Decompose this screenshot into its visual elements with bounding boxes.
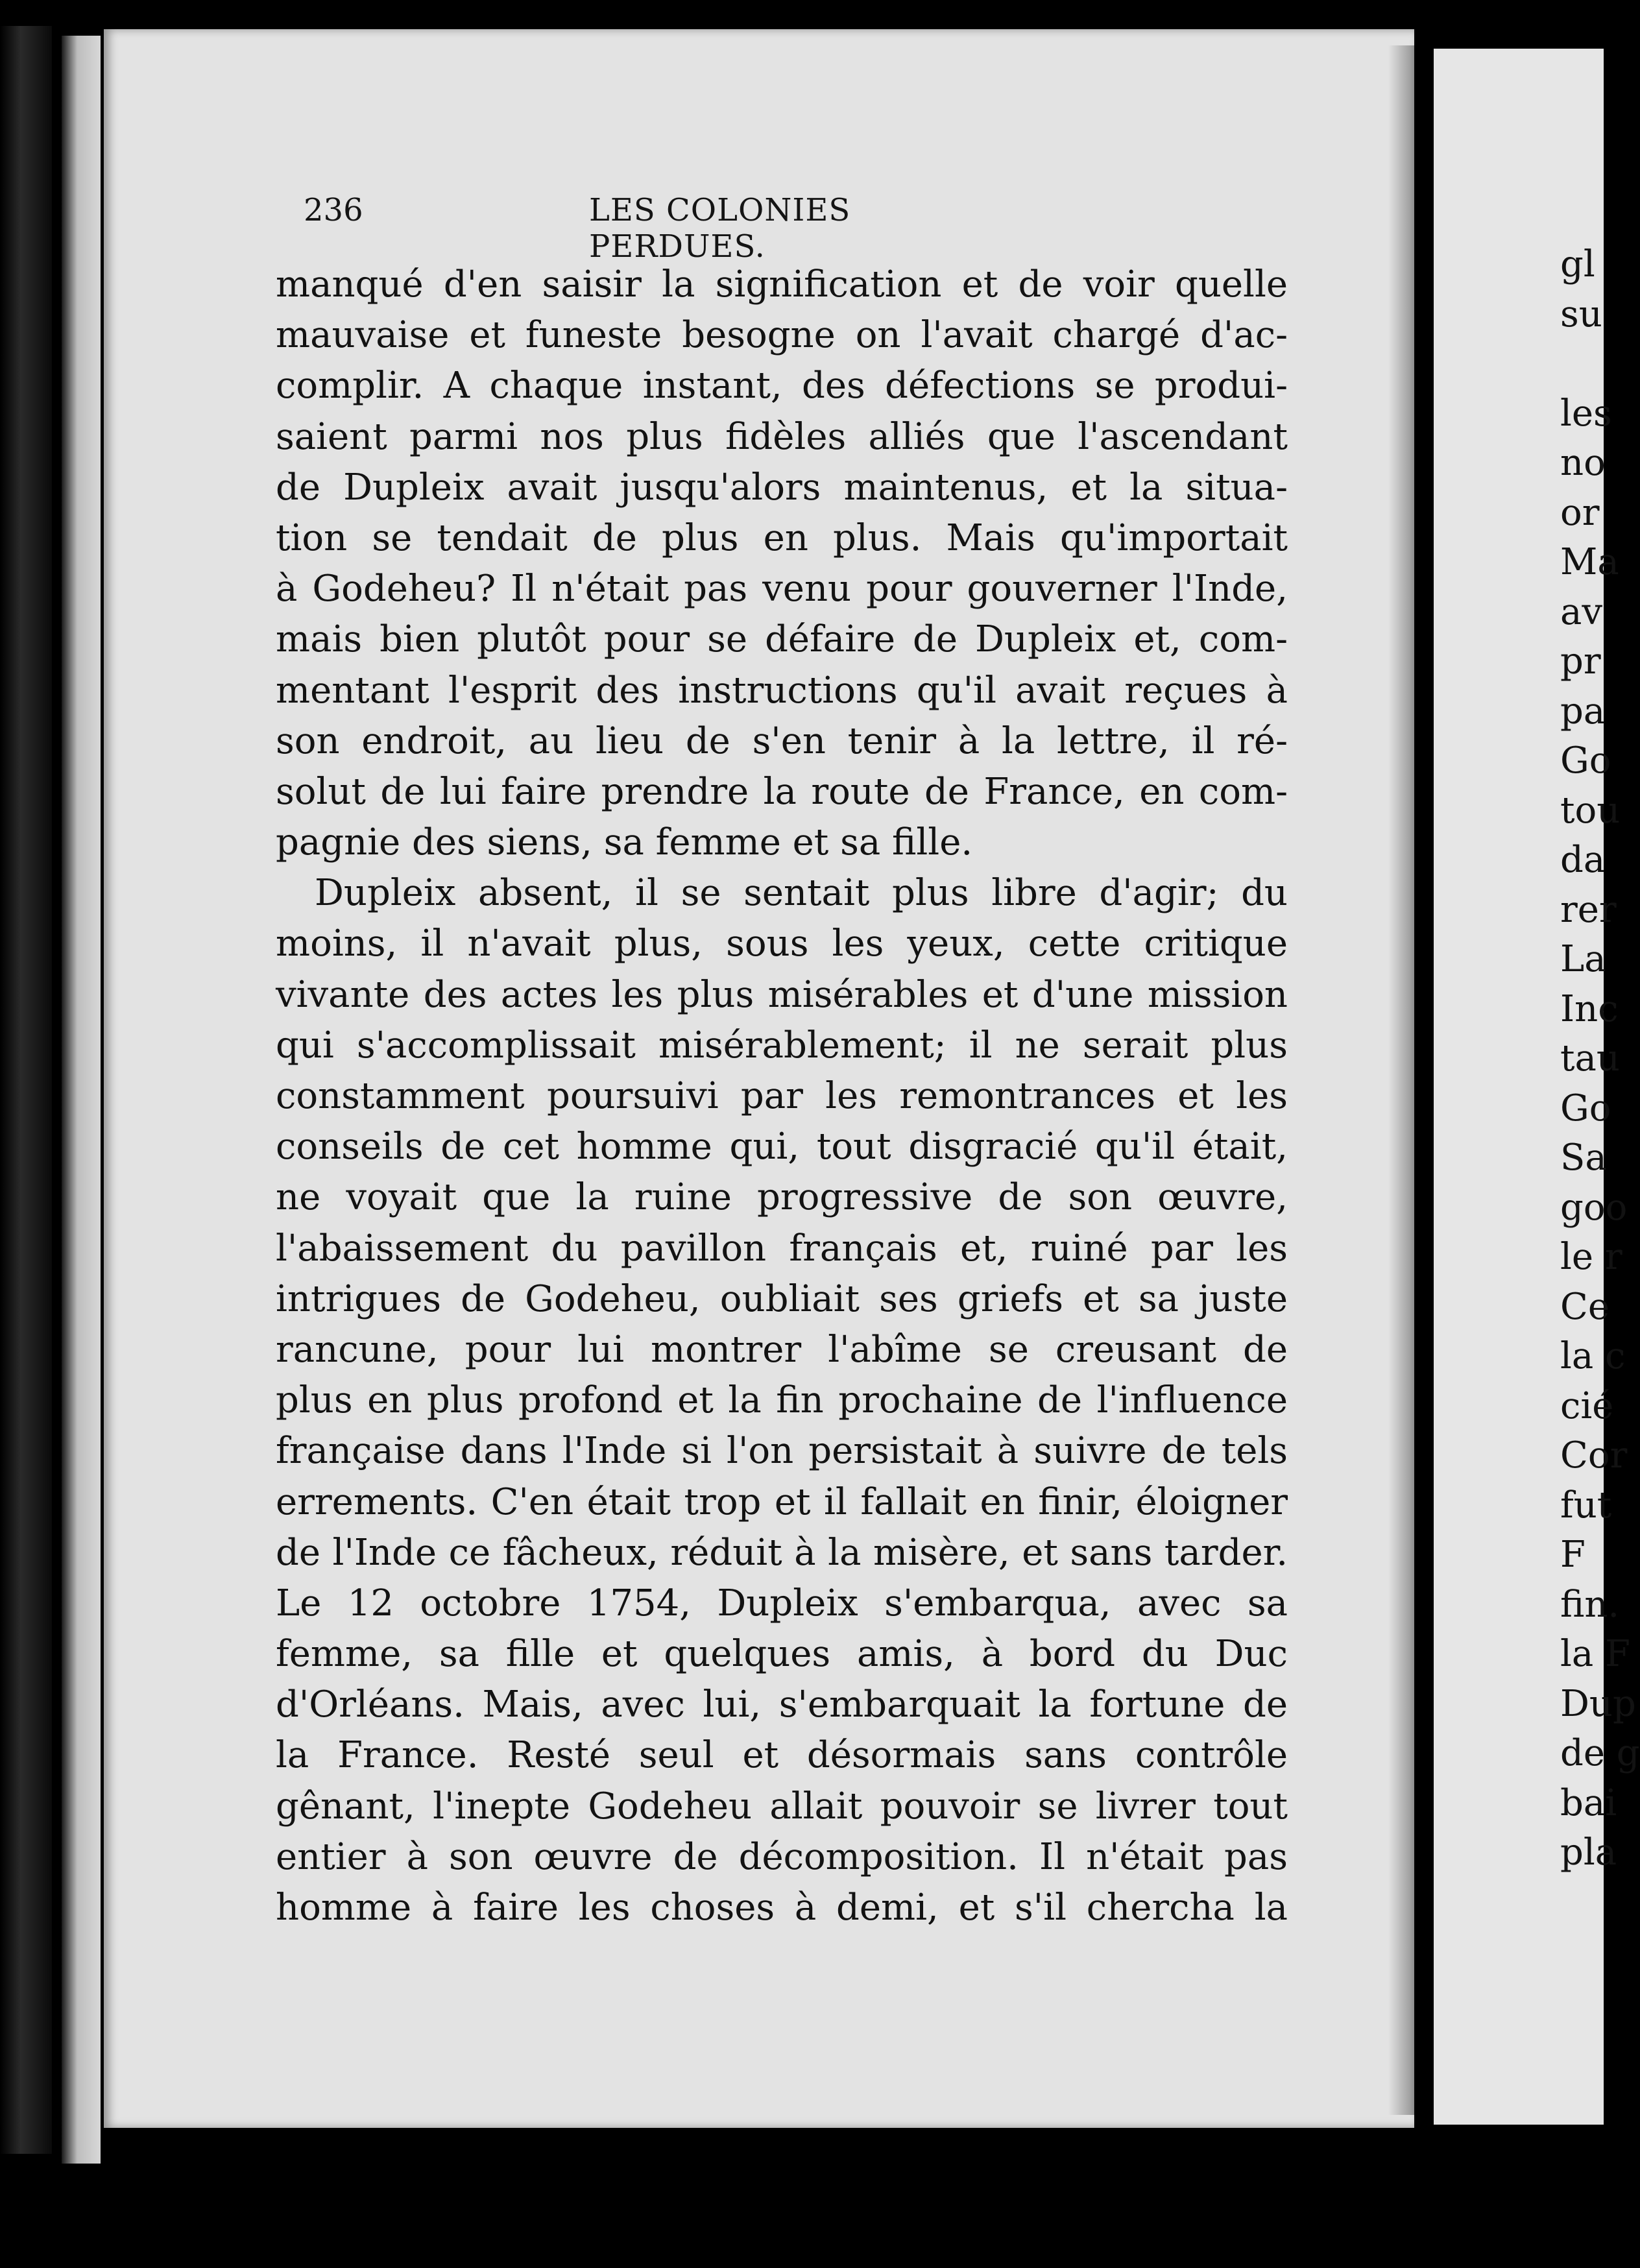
facing-page-line: gl [1560,243,1595,285]
text-line: ne voyait que la ruine progressive de son œuvre, [276,1176,1288,1219]
running-head [304,192,1017,265]
text-line: vivante des actes les plus misérables et d'une mission [276,973,1288,1016]
text-line: Le 12 octobre 1754, Dupleix s'embarqua, avec sa [276,1582,1288,1624]
text-line: homme à faire les choses à demi, et s'il chercha la [276,1887,1288,1929]
facing-page-line: la c [1560,1335,1626,1377]
facing-page-line: Ce [1560,1285,1610,1328]
text-line: de l'Inde ce fâcheux, réduit à la misère, et sans tarder. [276,1531,1288,1574]
text-line: pagnie des siens, sa femme et sa fille. [276,821,973,864]
facing-page-line: Dup [1560,1682,1636,1725]
facing-page-line: F [1560,1534,1586,1576]
facing-page-line: or [1560,491,1600,534]
text-line: tion se tendait de plus en plus. Mais qu'importait [276,516,1288,559]
facing-page-line: le r [1560,1236,1622,1278]
text-line: intrigues de Godeheu, oubliait ses griefs et sa juste [276,1277,1288,1320]
facing-page-line: rer [1560,888,1617,931]
text-line: de Dupleix avait jusqu'alors maintenus, et la situa- [276,466,1288,509]
text-line: mais bien plutôt pour se défaire de Dupleix et, com- [276,618,1288,661]
page-gutter-shadow [1388,45,1414,2115]
facing-page-line: Go [1560,740,1611,782]
facing-page-line: La [1560,938,1606,980]
facing-page-line: goo [1560,1186,1628,1229]
book-binding-left [0,26,52,2154]
text-line: saient parmi nos plus fidèles alliés que l'ascendant [276,415,1288,458]
facing-page-line: tau [1560,1037,1620,1080]
page-gutter [1414,26,1434,2134]
facing-page-line: fin. [1560,1583,1620,1626]
text-line: gênant, l'inepte Godeheu allait pouvoir se livrer tout [276,1785,1288,1828]
text-line: complir. A chaque instant, des défections se produi- [276,365,1288,407]
text-line: l'abaissement du pavillon français et, ruiné par les [276,1227,1288,1270]
text-line: moins, il n'avait plus, sous les yeux, cette critique [276,923,1288,965]
text-line: rancune, pour lui montrer l'abîme se creusant de [276,1328,1288,1371]
facing-page-line: da [1560,839,1606,881]
text-line: à Godeheu? Il n'était pas venu pour gouverner l'Inde, [276,568,1288,610]
facing-page-line: Cor [1560,1434,1628,1477]
facing-page-line: la F [1560,1633,1630,1675]
facing-page-line: les [1560,392,1612,435]
page-number: 236 [304,192,363,228]
text-line: qui s'accomplissait misérablement; il ne serait plus [276,1024,1288,1067]
text-line: solut de lui faire prendre la route de France, en com- [276,770,1288,813]
text-line: femme, sa fille et quelques amis, à bord du Duc [276,1633,1288,1676]
body-text [276,259,1288,1933]
facing-page-line: Inc [1560,987,1619,1030]
running-title: LES COLONIES PERDUES. [589,192,851,265]
text-line: son endroit, au lieu de s'en tenir à la lettre, il ré- [276,719,1288,762]
book-page-edges [62,36,101,2164]
text-line: manqué d'en saisir la signification et de voir quelle [276,263,1288,306]
facing-page-line: Ma [1560,541,1619,583]
facing-page-line: pla [1560,1831,1617,1874]
text-line: errements. C'en était trop et il fallait en finir, éloigner [276,1480,1288,1523]
text-line: d'Orléans. Mais, avec lui, s'embarquait la fortune de [276,1683,1288,1726]
facing-page-line [1560,339,1606,389]
text-line: constamment poursuivi par les remontrances et les [276,1075,1288,1117]
facing-page-line: no [1560,442,1606,484]
facing-page-line: pr [1560,640,1601,682]
facing-page-line: cié [1560,1384,1614,1427]
facing-page-line: Go [1560,1087,1611,1129]
facing-page-text [1560,240,1640,1878]
text-line: mauvaise et funeste besogne on l'avait chargé d'ac- [276,314,1288,357]
facing-page-line: av [1560,590,1603,633]
facing-page-line: de g [1560,1732,1640,1774]
text-line: la France. Resté seul et désormais sans contrôle [276,1734,1288,1777]
facing-page-line: bai [1560,1781,1617,1824]
text-line: entier à son œuvre de décomposition. Il n'était pas [276,1835,1288,1878]
text-line: conseils de cet homme qui, tout disgracié qu'il était, [276,1126,1288,1168]
facing-page-line: Sa [1560,1137,1607,1179]
text-line: plus en plus profond et la fin prochaine de l'influence [276,1379,1288,1422]
facing-page-line: tou [1560,789,1621,832]
text-line: française dans l'Inde si l'on persistait à suivre de tels [276,1430,1288,1473]
text-line: Dupleix absent, il se sentait plus libre d'agir; du [315,872,1288,915]
text-line: mentant l'esprit des instructions qu'il avait reçues à [276,669,1288,712]
facing-page-line: pa [1560,690,1606,732]
facing-page-line: su [1560,293,1602,335]
facing-page-line: fut [1560,1484,1612,1526]
